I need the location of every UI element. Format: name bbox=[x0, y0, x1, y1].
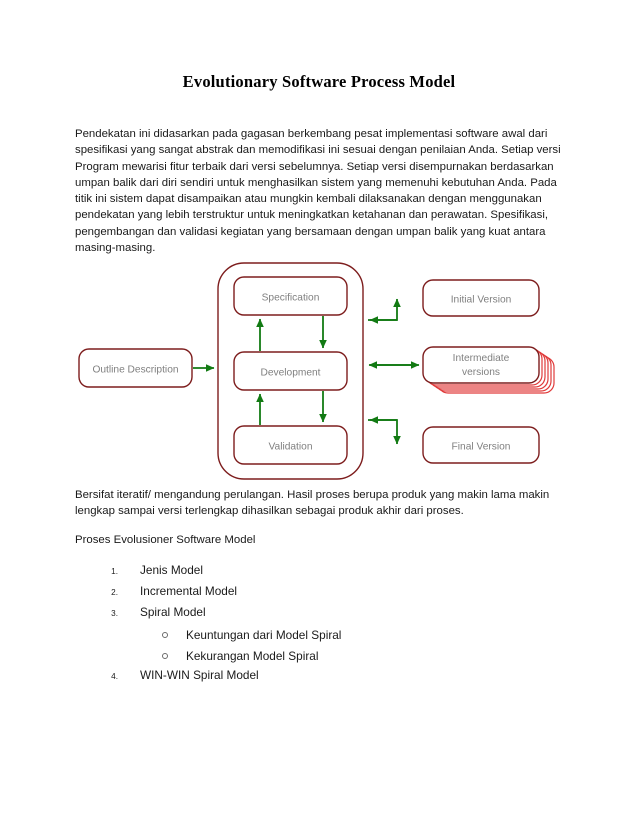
node-initial-version bbox=[423, 280, 539, 316]
list-item-label: Keuntungan dari Model Spiral bbox=[186, 628, 342, 642]
node-final-version-label: Final Version bbox=[451, 441, 511, 453]
list-item bbox=[88, 563, 508, 584]
node-outline-description bbox=[79, 349, 192, 387]
list-item-label: Spiral Model bbox=[140, 605, 206, 619]
node-validation bbox=[234, 426, 347, 464]
list-item bbox=[88, 626, 508, 647]
list-item-marker: 1. bbox=[111, 567, 118, 576]
list-item-marker: 2. bbox=[111, 588, 118, 597]
list-item bbox=[88, 584, 508, 605]
list-item bbox=[88, 605, 508, 626]
hollow-bullet-icon bbox=[138, 647, 168, 665]
node-development bbox=[234, 352, 347, 390]
node-outline-description-label: Outline Description bbox=[92, 364, 179, 376]
node-development-label: Development bbox=[260, 367, 321, 379]
list-item-marker: 4. bbox=[111, 672, 118, 681]
intro-paragraph: Pendekatan ini didasarkan pada gagasan berkembang pesat implementasi software awal dari spesifikasi yang sangat abstrak dan memodifikasi ini sesuai dengan penilaian Anda. Setiap versi Program mewarisi fitur terbaik dari versi sebelumnya. Setiap versi disempurnakan berdasarkan umpan balik dari diri sendiri untuk menghasilkan sistem yang memenuhi kebutuhan Anda. Pada titik ini sistem dapat disampaikan atau mungkin kembali dilaksanakan dengan menggunakan pendekatan yang lebih terstruktur untuk meningkatkan ketahanan dan perawatan. Spesifikasi, pengembangan dan validasi kegiatan yang bersamaan dengan umpan balik yang kuat antara masing-masing. bbox=[75, 128, 561, 255]
list-item-label: Incremental Model bbox=[140, 584, 238, 598]
node-specification bbox=[234, 277, 347, 315]
list-item bbox=[88, 668, 508, 689]
list-item-label: Kekurangan Model Spiral bbox=[186, 649, 319, 663]
node-initial-version-label: Initial Version bbox=[450, 294, 512, 306]
list-item-label: Jenis Model bbox=[140, 563, 203, 577]
connector-process-final-version bbox=[368, 420, 397, 444]
connector-process-initial-version bbox=[368, 299, 397, 320]
hollow-bullet-icon bbox=[138, 626, 168, 644]
node-intermediate-versions-label-2: versions bbox=[462, 367, 500, 378]
section-heading: Proses Evolusioner Software Model bbox=[75, 534, 256, 546]
process-flow-diagram bbox=[70, 258, 570, 486]
list-item bbox=[88, 647, 508, 668]
list-item-marker: 3. bbox=[111, 609, 118, 618]
list-item-label: WIN-WIN Spiral Model bbox=[140, 668, 259, 682]
model-list bbox=[88, 563, 508, 689]
node-final-version bbox=[423, 427, 539, 463]
node-validation-label: Validation bbox=[268, 441, 313, 453]
after-paragraph: Bersifat iteratif/ mengandung perulangan. Hasil proses berupa produk yang makin lama makin lengkap sampai versi terlengkap dihasilkan sebagai produk akhir dari proses. bbox=[75, 489, 550, 518]
node-intermediate-versions-label-1: Intermediate bbox=[452, 353, 510, 364]
node-specification-label: Specification bbox=[261, 292, 320, 304]
page-title: Evolutionary Software Process Model bbox=[182, 72, 456, 91]
node-intermediate-versions bbox=[423, 347, 554, 393]
